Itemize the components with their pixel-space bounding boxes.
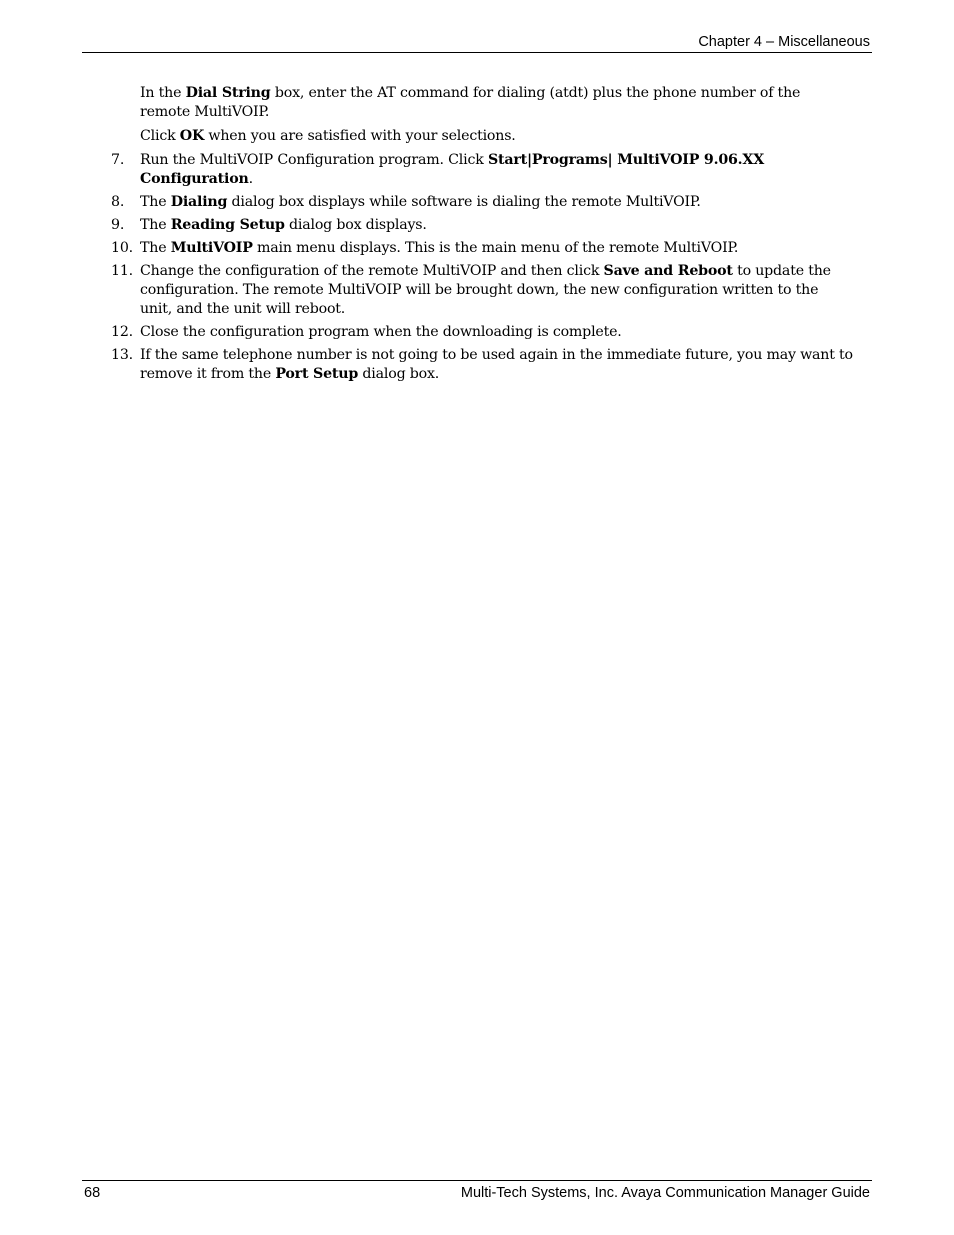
bold-term: Reading Setup	[170, 217, 285, 233]
page-number: 68	[84, 1185, 101, 1201]
bold-term: Save and Reboot	[603, 263, 733, 279]
intro-paragraph: In the Dial String box, enter the AT command for dialing (atdt) plus the phone number of the remote MultiVOIP.	[140, 85, 801, 120]
intro-paragraph: Click OK when you are satisfied with your selections.	[140, 128, 516, 144]
list-item-text: The Reading Setup dialog box displays.	[140, 217, 427, 233]
list-item	[111, 216, 854, 235]
list-item-number: 7.	[111, 152, 125, 168]
bold-term: MultiVOIP	[170, 240, 253, 256]
list-item-text: Change the configuration of the remote MultiVOIP and then click Save and Reboot to update the configuration. The remote MultiVOIP will be brought down, the new configuration written to the unit, and the unit will reboot.	[140, 263, 831, 317]
list-item-number: 12.	[111, 324, 133, 340]
list-item-text: Run the MultiVOIP Configuration program. Click Start|Programs| MultiVOIP 9.06.XX Configuration.	[140, 152, 765, 187]
list-item-text: The Dialing dialog box displays while software is dialing the remote MultiVOIP.	[140, 194, 701, 210]
bold-term: Dial String	[185, 85, 271, 101]
list-item	[111, 262, 854, 319]
list-item-text: If the same telephone number is not going to be used again in the immediate future, you may want to remove it from the Port Setup dialog box.	[140, 347, 853, 382]
bold-term: Start|Programs| MultiVOIP 9.06.XX Configuration	[140, 152, 765, 187]
list-item	[111, 346, 854, 384]
chapter-title: Chapter 4 – Miscellaneous	[698, 34, 870, 50]
list-item-number: 10.	[111, 240, 133, 256]
list-item-text: Close the configuration program when the downloading is complete.	[140, 324, 622, 340]
list-item-number: 9.	[111, 217, 125, 233]
list-item	[111, 193, 854, 212]
list-item-number: 11.	[111, 263, 133, 279]
list-item	[111, 239, 854, 258]
list-item-text: The MultiVOIP main menu displays. This is the main menu of the remote MultiVOIP.	[140, 240, 739, 256]
document-body	[0, 84, 954, 388]
page-footer	[82, 1180, 872, 1203]
bold-term: Dialing	[170, 194, 228, 210]
guide-title: Multi-Tech Systems, Inc. Avaya Communication Manager Guide	[460, 1185, 870, 1201]
list-item-number: 13.	[111, 347, 133, 363]
list-item	[111, 323, 854, 342]
bold-term: Port Setup	[275, 366, 359, 382]
list-item	[111, 151, 854, 189]
bold-term: OK	[179, 128, 205, 144]
list-item-number: 8.	[111, 194, 125, 210]
page-header	[82, 32, 872, 53]
